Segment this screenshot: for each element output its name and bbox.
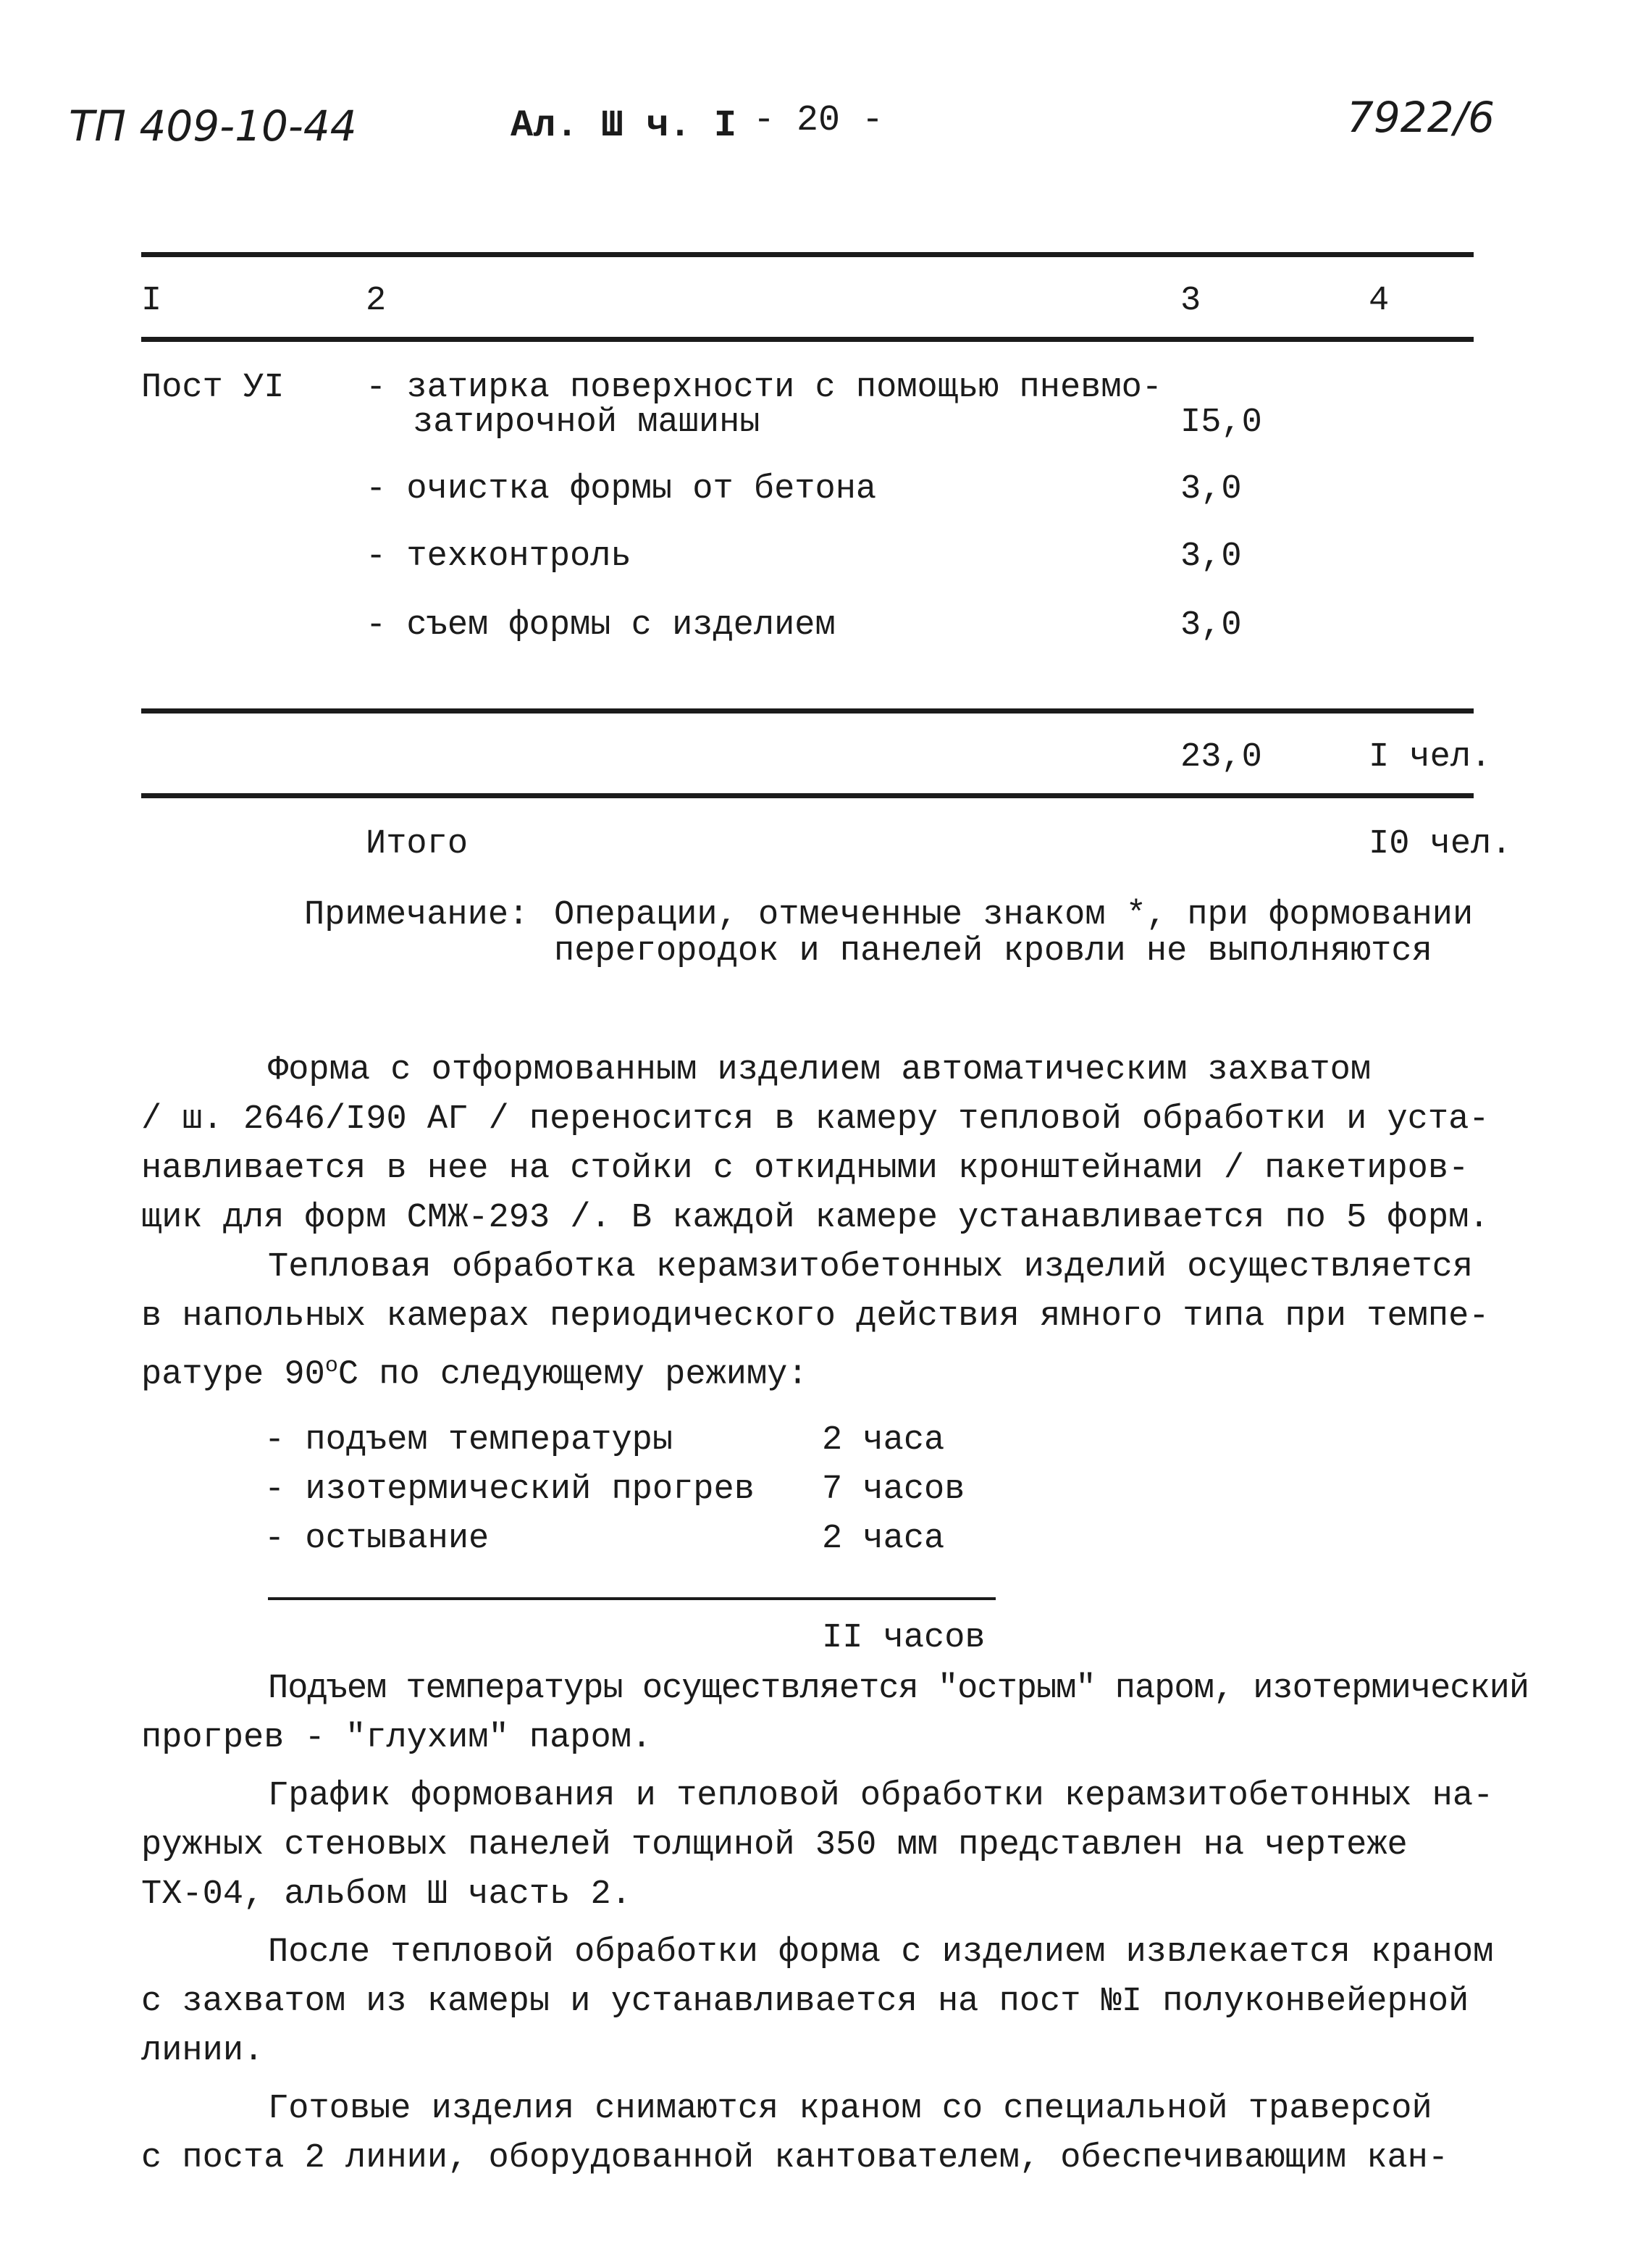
col-header-2: 2 <box>366 282 387 320</box>
table-top-rule <box>141 252 1474 257</box>
col-header-1: I <box>141 282 162 320</box>
doc-number: 7922/6 <box>1347 93 1495 142</box>
para1-line3: навливается в нее на стойки с откидными кронштейнами / пакетиров- <box>141 1150 1469 1188</box>
regime-item-2: - изотермический прогрев <box>264 1470 755 1509</box>
col-header-3: 3 <box>1180 282 1201 320</box>
total-people: I0 чел. <box>1369 825 1512 863</box>
para2-line2: в напольных камерах периодического действия ямного типа при темпе- <box>141 1297 1490 1336</box>
operation-2: - очистка формы от бетона <box>366 470 877 509</box>
doc-code: ТП 409-10-44 <box>69 101 357 151</box>
regime-item-2-duration: 7 часов <box>822 1470 965 1509</box>
subtotal-bottom-rule <box>141 793 1474 798</box>
regime-sum-rule <box>268 1597 996 1600</box>
para4-line3: ТХ-04, альбом Ш часть 2. <box>141 1875 631 1914</box>
para2-line1: Тепловая обработка керамзитобетонных изделий осуществляется <box>268 1248 1474 1286</box>
para4-line1: График формования и тепловой обработки керамзитобетонных на- <box>268 1777 1494 1815</box>
regime-item-1-duration: 2 часа <box>822 1421 945 1460</box>
para6-line1: Готовые изделия снимаются краном со специальной траверсой <box>268 2090 1432 2128</box>
table-header-rule <box>141 337 1474 342</box>
operation-3: - техконтроль <box>366 537 631 576</box>
subtotal-people: I чел. <box>1369 738 1492 777</box>
operation-1-line1: - затирка поверхности с помощью пневмо- <box>366 369 1162 407</box>
para1-line2: / ш. 2646/I90 АГ / переносится в камеру тепловой обработки и уста- <box>141 1100 1490 1139</box>
para6-line2: с поста 2 линии, оборудованной кантователем, обеспечивающим кан- <box>141 2139 1449 2177</box>
operation-1-value: I5,0 <box>1180 403 1262 442</box>
operation-4: - съем формы с изделием <box>366 606 836 645</box>
para1-line1: Форма с отформованным изделием автоматическим захватом <box>268 1051 1372 1089</box>
regime-item-3: - остывание <box>264 1520 490 1558</box>
note-line1: Операции, отмеченные знаком *, при формовании <box>554 896 1474 934</box>
operation-3-value: 3,0 <box>1180 537 1242 576</box>
post-label: Пост УI <box>141 369 285 407</box>
para1-line4: щик для форм СМЖ-293 /. В каждой камере устанавливается по 5 форм. <box>141 1199 1490 1237</box>
page-number: - 20 - <box>753 100 884 141</box>
note-label: Примечание: <box>304 896 529 934</box>
para5-line1: После тепловой обработки форма с изделием извлекается краном <box>268 1933 1494 1972</box>
regime-total: II часов <box>822 1619 986 1657</box>
para4-line2: ружных стеновых панелей толщиной 350 мм представлен на чертеже <box>141 1826 1408 1865</box>
para5-line3: линии. <box>141 2032 264 2070</box>
operation-4-value: 3,0 <box>1180 606 1242 645</box>
para3-line1: Подъем температуры осуществляется "острым" паром, изотермический <box>268 1670 1529 1708</box>
para5-line2: с захватом из камеры и устанавливается на пост №I полуконвейерной <box>141 1983 1469 2021</box>
note-line2: перегородок и панелей кровли не выполняются <box>554 932 1432 971</box>
para2-line3: ратуре $90^оС$ по следующему режиму: <box>141 1354 808 1394</box>
regime-item-3-duration: 2 часа <box>822 1520 945 1558</box>
subtotal-value: 23,0 <box>1180 738 1262 777</box>
col-header-4: 4 <box>1369 282 1390 320</box>
operation-2-value: 3,0 <box>1180 470 1242 509</box>
operation-1-line2: затирочной машины <box>413 403 760 442</box>
para3-line2: прогрев - "глухим" паром. <box>141 1719 652 1757</box>
album-ref: Ал. Ш ч. I <box>511 104 737 147</box>
regime-item-1: - подъем температуры <box>264 1421 673 1460</box>
total-label: Итого <box>366 825 469 863</box>
subtotal-top-rule <box>141 708 1474 714</box>
